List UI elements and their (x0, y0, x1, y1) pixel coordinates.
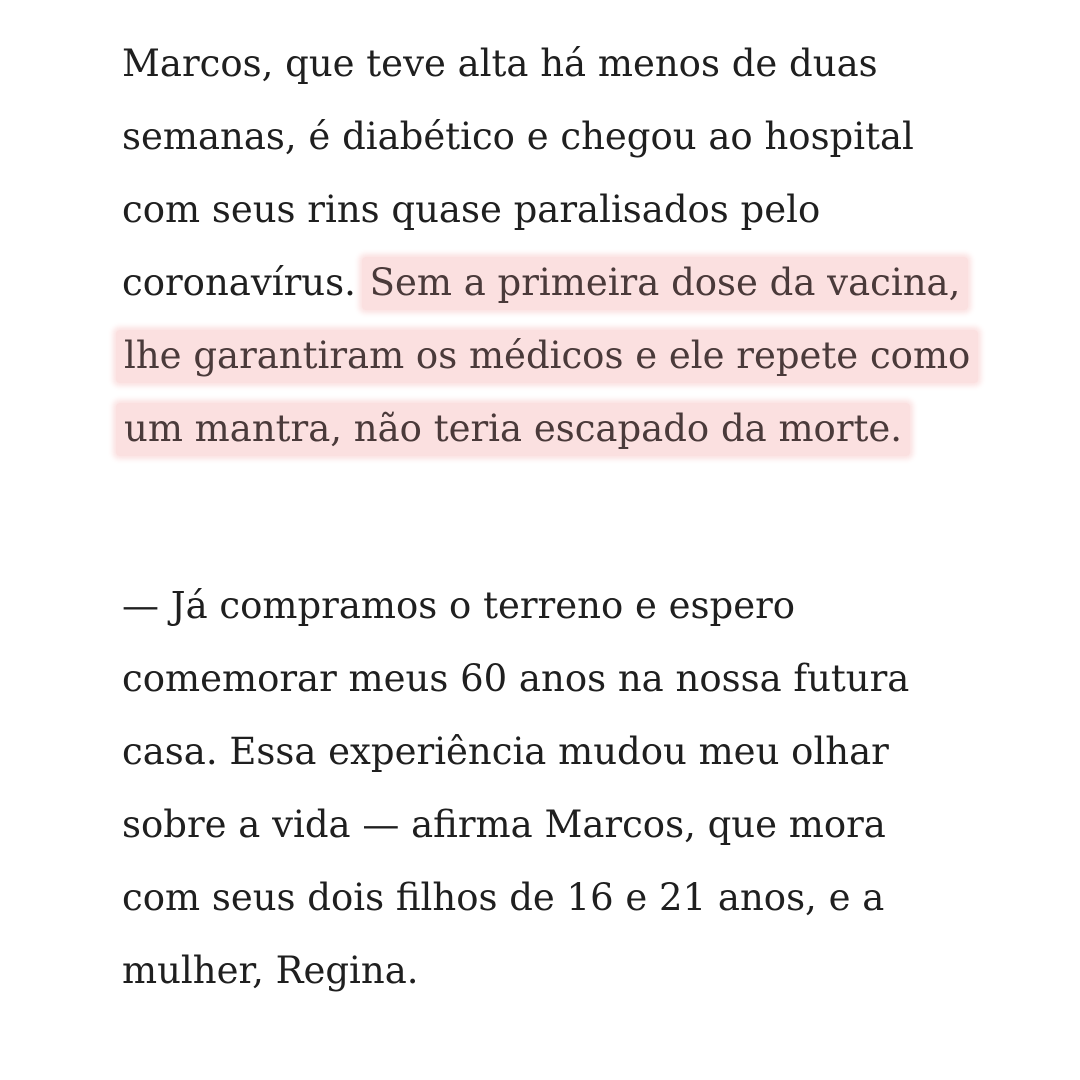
highlighted-quote-part-3: um mantra, não teria escapado da morte. (116, 403, 910, 456)
paragraph-spacer (122, 472, 1022, 576)
highlighted-quote-part-2: lhe garantiram os médicos e ele repete como (116, 330, 978, 383)
paragraph-1-line-3: com seus rins quase paralisados pelo (122, 188, 821, 231)
paragraph-2-line-6: mulher, Regina. (122, 949, 419, 992)
paragraph-1-line-4 (122, 253, 1022, 326)
paragraph-2-line-5: com seus dois filhos de 16 e 21 anos, e a (122, 876, 885, 919)
paragraph-2-line-3: casa. Essa experiência mudou meu olhar (122, 730, 889, 773)
paragraph-1-line-5 (122, 326, 1022, 399)
paragraph-1-line-2: semanas, é diabético e chegou ao hospital (122, 115, 914, 158)
paragraph-1-line-1: Marcos, que teve alta há menos de duas (122, 42, 878, 85)
paragraph-2-line-1: — Já compramos o terreno e espero (122, 584, 796, 627)
paragraph-2-line-2: comemorar meus 60 anos na nossa futura (122, 657, 910, 700)
paragraph-2-line-4: sobre a vida — afirma Marcos, que mora (122, 803, 886, 846)
article-excerpt (122, 34, 1022, 1014)
paragraph-2 (122, 576, 1022, 1014)
paragraph-1-line-4-text: coronavírus. (122, 261, 356, 304)
highlighted-quote-part-1: Sem a primeira dose da vacina, (362, 257, 969, 310)
paragraph-1 (122, 34, 1022, 472)
paragraph-1-line-6 (122, 399, 1022, 472)
